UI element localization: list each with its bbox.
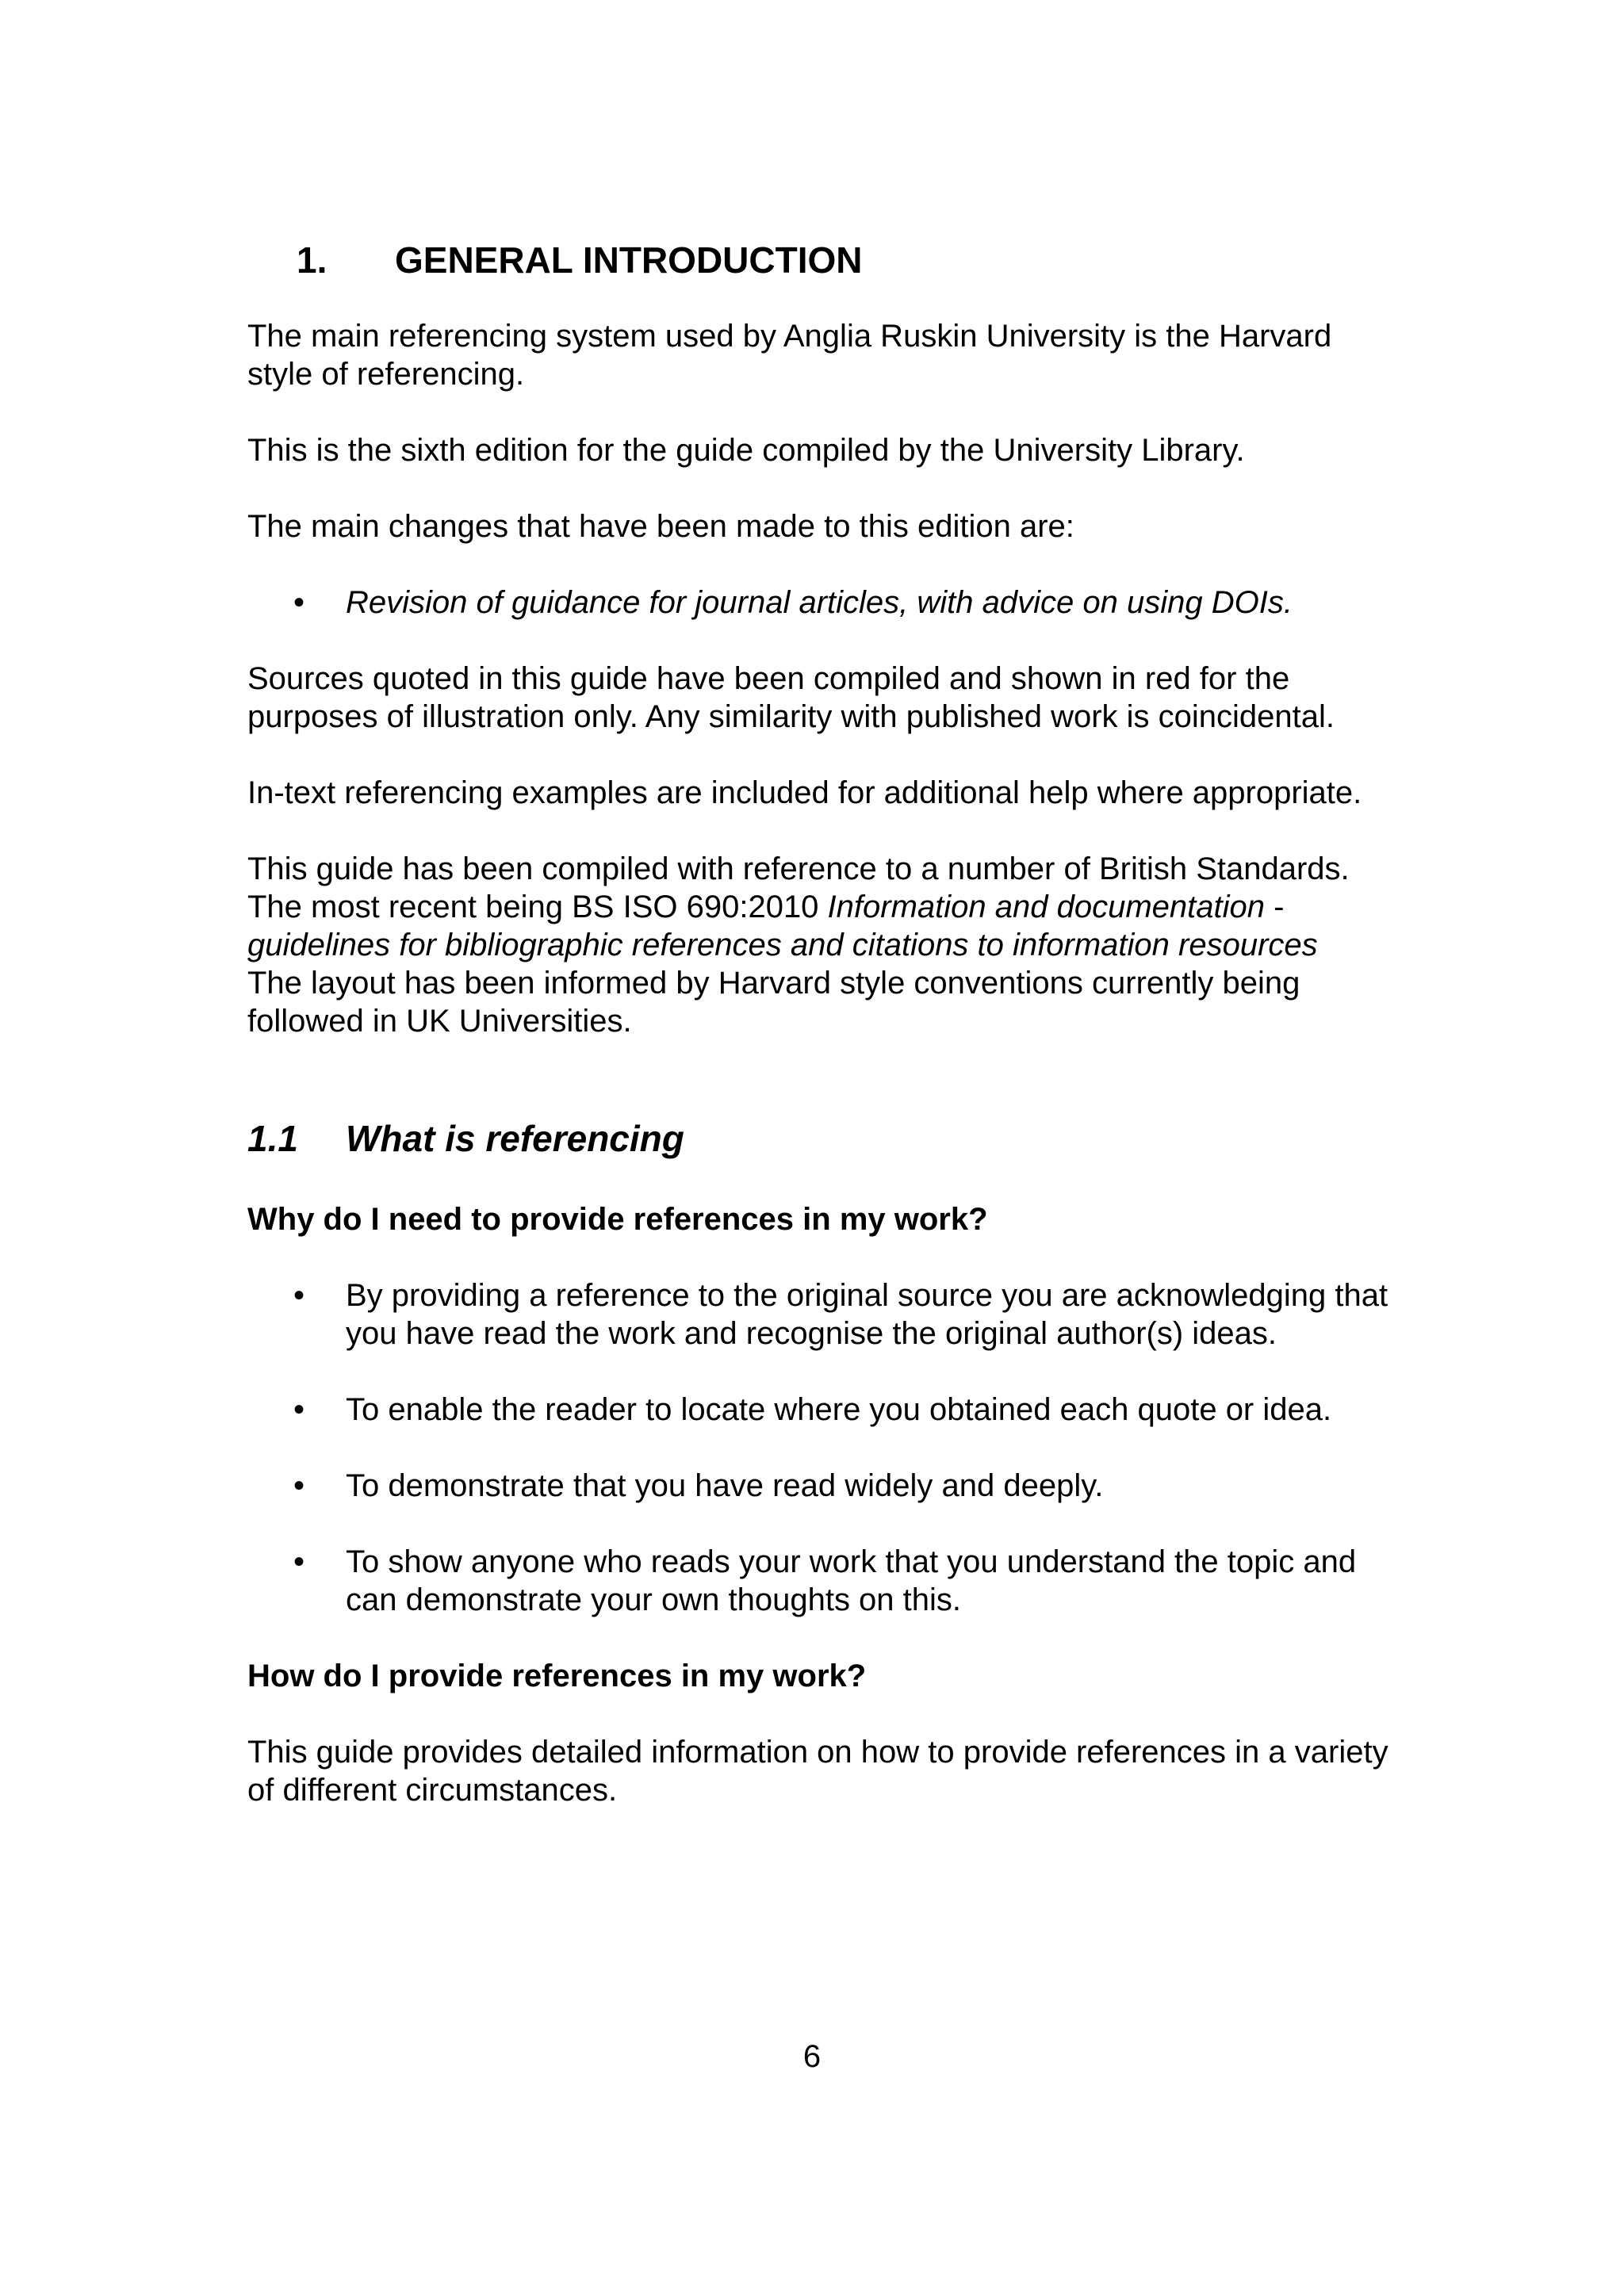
section-title: GENERAL INTRODUCTION [395, 239, 863, 281]
bullet-icon: • [293, 1468, 305, 1503]
changes-list [247, 584, 1405, 622]
list-item [247, 1276, 1405, 1353]
subsection-number: 1.1 [247, 1118, 298, 1159]
list-item [247, 584, 1405, 622]
bullet-icon: • [293, 1278, 305, 1313]
intro-paragraph-1: The main referencing system used by Anglia Ruskin University is the Harvard style of referencing. [247, 319, 1332, 392]
standard-title-part-2: guidelines for bibliographic references and citations to information resources [247, 928, 1318, 962]
intro-paragraph-7: The layout has been informed by Harvard style conventions currently being followed in UK Universities. [247, 966, 1300, 1039]
standard-title-separator: - [1265, 890, 1285, 924]
reasons-list [247, 1276, 1405, 1619]
intro-paragraph-4: Sources quoted in this guide have been compiled and shown in red for the purposes of illustration only. Any similarity with published work is coincidental. [247, 661, 1335, 734]
question-heading-1: Why do I need to provide references in my work? [247, 1202, 988, 1237]
list-item-text: To enable the reader to locate where you obtained each quote or idea. [346, 1392, 1332, 1427]
page-number: 6 [802, 2039, 822, 2074]
intro-paragraph-5: In-text referencing examples are included for additional help where appropriate. [247, 775, 1362, 810]
question-heading-2: How do I provide references in my work? [247, 1659, 867, 1693]
intro-paragraph-6 [247, 850, 1405, 964]
intro-paragraph-2: This is the sixth edition for the guide compiled by the University Library. [247, 433, 1245, 468]
list-item-text: By providing a reference to the original source you are acknowledging that you have read the work and recognise the original author(s) ideas. [346, 1278, 1388, 1351]
page-content [247, 238, 1405, 1847]
bullet-icon: • [293, 1392, 305, 1427]
list-item [247, 1543, 1405, 1619]
list-item [247, 1391, 1405, 1429]
standard-title-part-1: Information and documentation [827, 890, 1266, 924]
answer-paragraph: This guide provides detailed information on how to provide references in a variety of different circumstances. [247, 1735, 1388, 1808]
list-item-text: To demonstrate that you have read widely and deeply. [346, 1468, 1104, 1503]
bullet-icon: • [293, 585, 305, 620]
intro-paragraph-3: The main changes that have been made to this edition are: [247, 509, 1074, 544]
list-item [247, 1467, 1405, 1505]
subsection-heading [247, 1116, 1405, 1161]
subsection-title: What is referencing [346, 1118, 684, 1159]
list-item-text: Revision of guidance for journal articles, with advice on using DOIs. [346, 585, 1293, 620]
bullet-icon: • [293, 1544, 305, 1579]
list-item-text: To show anyone who reads your work that you understand the topic and can demonstrate your own thoughts on this. [346, 1544, 1357, 1617]
standards-text: This guide has been compiled with reference to a number of British Standards. The most recent being BS ISO 690:2010 [247, 851, 1350, 924]
section-number: 1. [297, 239, 327, 281]
section-heading [297, 238, 1405, 282]
